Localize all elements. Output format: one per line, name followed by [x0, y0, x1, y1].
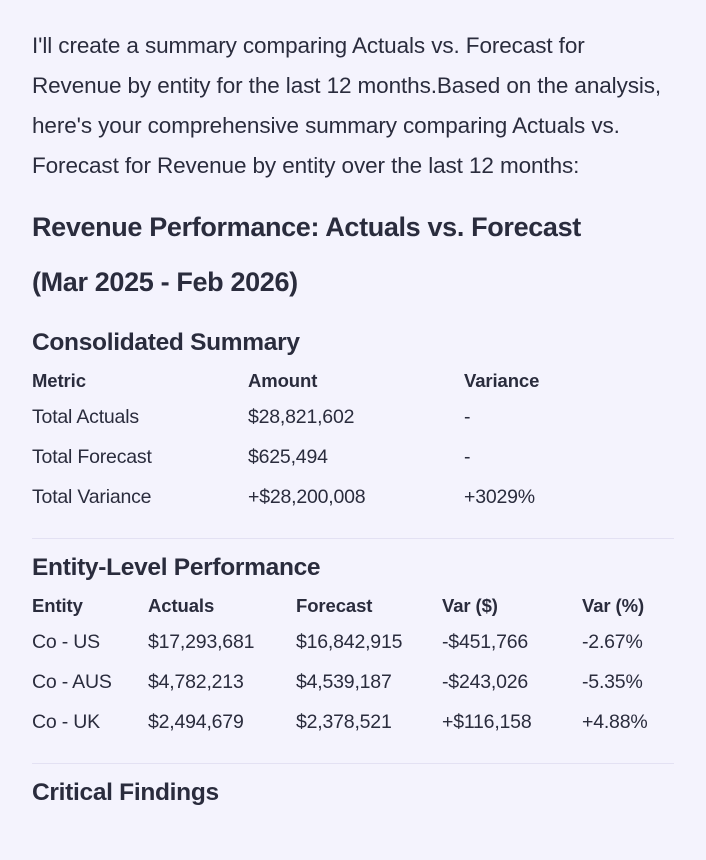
cell-actuals: $17,293,681	[148, 631, 255, 653]
cell-var-percent: -5.35%	[582, 671, 643, 693]
cell-forecast: $4,539,187	[296, 671, 392, 693]
consolidated-summary-table	[32, 370, 674, 526]
cell-metric: Total Variance	[32, 486, 152, 508]
critical-findings-heading: Critical Findings	[32, 779, 219, 806]
section-divider	[32, 538, 674, 539]
table-row	[32, 711, 674, 751]
cell-metric: Total Forecast	[32, 446, 152, 468]
cell-var-dollar: +$116,158	[442, 711, 532, 733]
page-title: Revenue Performance: Actuals vs. Forecast (Mar 2025 - Feb 2026)	[32, 212, 581, 297]
cell-amount: +$28,200,008	[248, 486, 366, 508]
column-header-forecast: Forecast	[296, 595, 373, 616]
column-header-variance: Variance	[464, 370, 540, 391]
cell-actuals: $4,782,213	[148, 671, 244, 693]
column-header-metric: Metric	[32, 370, 86, 391]
cell-forecast: $2,378,521	[296, 711, 392, 733]
cell-var-percent: +4.88%	[582, 711, 648, 733]
cell-entity: Co - UK	[32, 711, 100, 733]
cell-metric: Total Actuals	[32, 406, 139, 428]
column-header-var-dollar: Var ($)	[442, 595, 498, 616]
column-header-actuals: Actuals	[148, 595, 215, 616]
consolidated-summary-heading: Consolidated Summary	[32, 329, 300, 356]
cell-forecast: $16,842,915	[296, 631, 403, 653]
cell-var-dollar: -$451,766	[442, 631, 529, 653]
cell-amount: $625,494	[248, 446, 328, 468]
table-header-row	[32, 370, 674, 406]
cell-variance: -	[464, 406, 471, 428]
cell-var-percent: -2.67%	[582, 631, 643, 653]
table-row	[32, 406, 674, 446]
table-row	[32, 486, 674, 526]
intro-paragraph: I'll create a summary comparing Actuals vs. Forecast for Revenue by entity for the last 12 months.Based on the analysis, here's your comprehensive summary comparing Actuals vs. Forecast for Revenue by entity over the last 12 months:	[32, 33, 662, 178]
table-row	[32, 446, 674, 486]
table-row	[32, 631, 674, 671]
cell-variance: -	[464, 446, 471, 468]
cell-entity: Co - US	[32, 631, 100, 653]
cell-variance: +3029%	[464, 486, 535, 508]
section-divider	[32, 763, 674, 764]
cell-var-dollar: -$243,026	[442, 671, 529, 693]
column-header-amount: Amount	[248, 370, 318, 391]
entity-performance-heading: Entity-Level Performance	[32, 554, 321, 581]
cell-amount: $28,821,602	[248, 406, 355, 428]
table-row	[32, 671, 674, 711]
cell-actuals: $2,494,679	[148, 711, 244, 733]
cell-entity: Co - AUS	[32, 671, 112, 693]
entity-performance-table	[32, 595, 674, 751]
column-header-entity: Entity	[32, 595, 83, 616]
table-header-row	[32, 595, 674, 631]
column-header-var-percent: Var (%)	[582, 595, 645, 616]
